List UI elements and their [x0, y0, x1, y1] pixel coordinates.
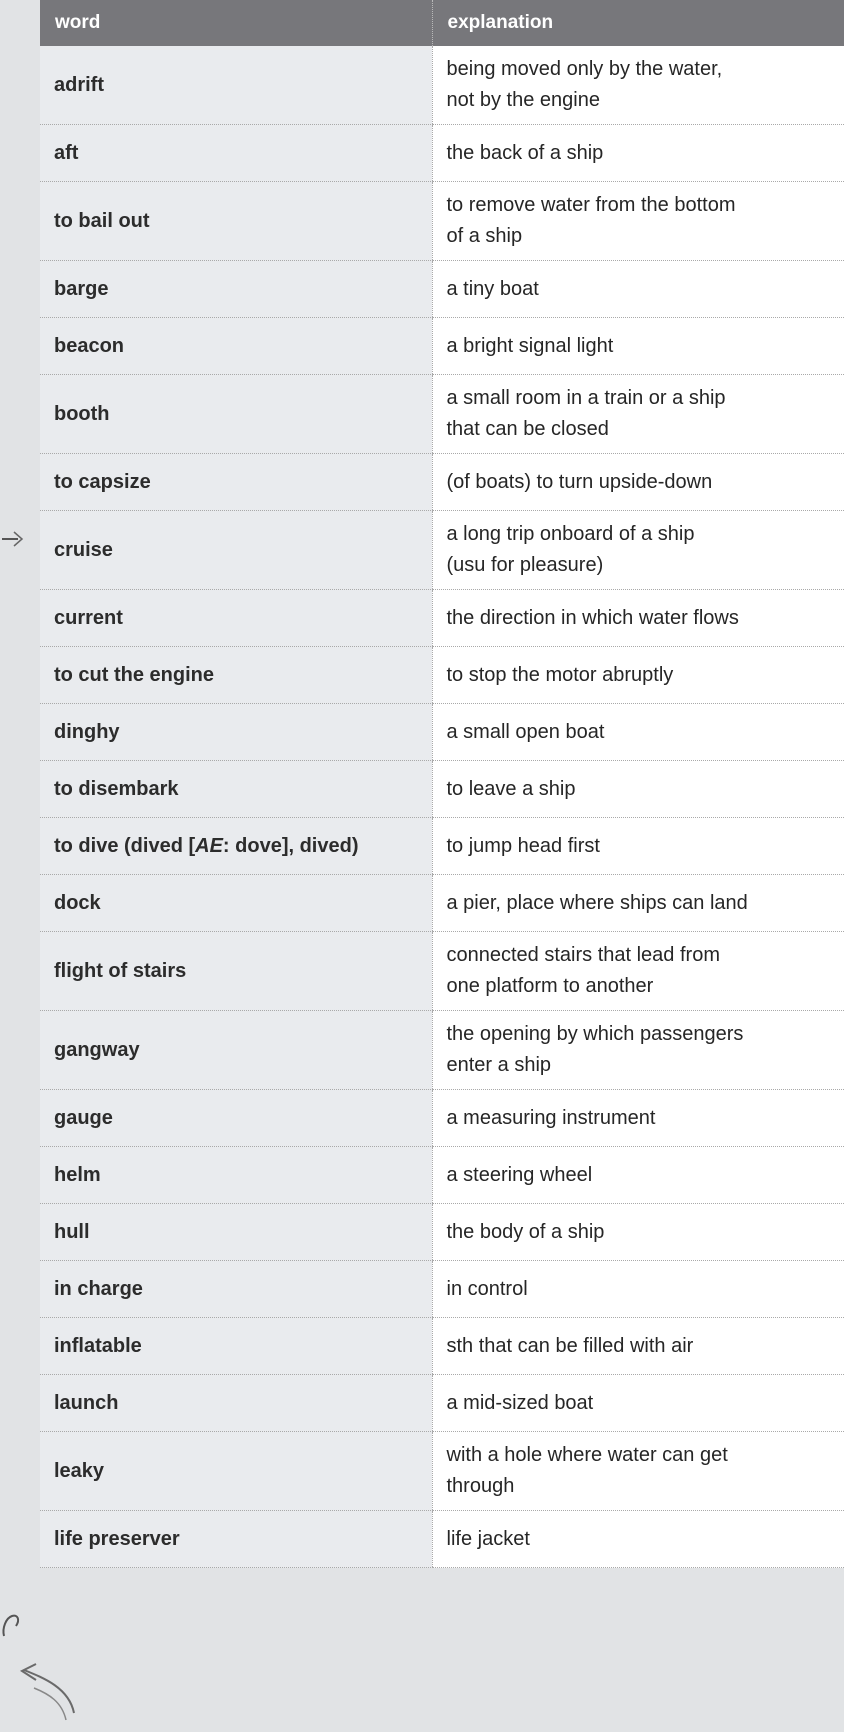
table-row [40, 1090, 844, 1147]
vocab-word: aft [40, 125, 432, 182]
explanation-line: a measuring instrument [446, 1106, 656, 1129]
vocab-explanation [432, 125, 844, 182]
table-row [40, 1511, 844, 1568]
explanation-line: a small open boat [446, 720, 605, 743]
table-row [40, 647, 844, 704]
explanation-line: a steering wheel [446, 1163, 593, 1186]
explanation-line: life jacket [446, 1527, 530, 1550]
explanation-line: to jump head first [446, 834, 600, 857]
explanation-line: a mid-sized boat [446, 1391, 594, 1414]
vocab-word: gauge [40, 1090, 432, 1147]
vocab-word: gangway [40, 1011, 432, 1090]
explanation-line: a bright signal light [446, 334, 614, 357]
vocab-word-part: : dove], dived) [222, 834, 359, 857]
explanation-line: (usu for pleasure) [446, 554, 604, 576]
explanation-line: that can be closed [446, 418, 609, 440]
vocab-word: booth [40, 375, 432, 454]
vocab-word: to cut the engine [40, 647, 432, 704]
explanation-line: a long trip onboard of a ship [446, 523, 695, 545]
vocab-word: to disembark [40, 761, 432, 818]
table-row [40, 761, 844, 818]
vocab-word: helm [40, 1147, 432, 1204]
vocab-word: leaky [40, 1432, 432, 1511]
explanation-line: the direction in which water flows [446, 606, 739, 629]
vocab-explanation [432, 1318, 844, 1375]
explanation-line: a small room in a train or a ship [446, 387, 726, 409]
explanation-line: the back of a ship [446, 141, 604, 164]
explanation-column-header: explanation [432, 0, 844, 46]
table-row [40, 1147, 844, 1204]
vocab-explanation [432, 818, 844, 875]
table-row [40, 1375, 844, 1432]
vocab-explanation [432, 761, 844, 818]
vocabulary-table [40, 0, 844, 1568]
explanation-line: in control [446, 1277, 528, 1300]
vocab-word: dock [40, 875, 432, 932]
vocab-word: to bail out [40, 182, 432, 261]
explanation-line: a pier, place where ships can land [446, 891, 748, 914]
explanation-line: a tiny boat [446, 277, 539, 300]
vocab-explanation [432, 1261, 844, 1318]
table-row [40, 375, 844, 454]
paperclip-icon [0, 1610, 22, 1640]
curl-arrow-icon [14, 1658, 94, 1728]
vocab-word: hull [40, 1204, 432, 1261]
explanation-line: the body of a ship [446, 1220, 605, 1243]
table-row [40, 182, 844, 261]
vocab-word: inflatable [40, 1318, 432, 1375]
vocab-word: in charge [40, 1261, 432, 1318]
explanation-line: to remove water from the bottom [446, 194, 736, 216]
vocab-word: launch [40, 1375, 432, 1432]
vocab-explanation [432, 46, 844, 125]
explanation-line: being moved only by the water, [446, 58, 723, 80]
vocab-word-part: to dive (dived [ [54, 834, 196, 857]
explanation-line: the opening by which passengers [446, 1023, 744, 1045]
table-row [40, 932, 844, 1011]
explanation-line: enter a ship [446, 1054, 552, 1076]
table-row [40, 1318, 844, 1375]
vocab-word: adrift [40, 46, 432, 125]
explanation-line: through [446, 1475, 515, 1497]
vocabulary-table-body [40, 46, 844, 1568]
table-row [40, 1432, 844, 1511]
vocab-explanation [432, 1204, 844, 1261]
explanation-line: sth that can be filled with air [446, 1334, 694, 1357]
vocab-explanation [432, 1011, 844, 1090]
table-row [40, 1204, 844, 1261]
vocab-explanation [432, 261, 844, 318]
explanation-line: connected stairs that lead from [446, 944, 720, 966]
vocab-explanation [432, 1090, 844, 1147]
vocab-explanation [432, 932, 844, 1011]
table-row [40, 590, 844, 647]
vocab-explanation [432, 318, 844, 375]
vocab-explanation [432, 454, 844, 511]
table-header-row [40, 0, 844, 46]
explanation-line: to leave a ship [446, 777, 576, 800]
vocab-explanation [432, 1375, 844, 1432]
vocab-word: current [40, 590, 432, 647]
table-row [40, 1011, 844, 1090]
table-row [40, 318, 844, 375]
vocab-explanation [432, 1147, 844, 1204]
vocab-word: dinghy [40, 704, 432, 761]
table-row [40, 261, 844, 318]
table-row [40, 125, 844, 182]
vocab-explanation [432, 1432, 844, 1511]
table-row [40, 454, 844, 511]
vocab-explanation [432, 875, 844, 932]
vocab-word: to capsize [40, 454, 432, 511]
vocab-explanation [432, 647, 844, 704]
word-column-header: word [40, 0, 432, 46]
vocab-explanation [432, 1511, 844, 1568]
vocab-word: cruise [40, 511, 432, 590]
table-row [40, 511, 844, 590]
table-row [40, 875, 844, 932]
vocab-word: flight of stairs [40, 932, 432, 1011]
explanation-line: one platform to another [446, 975, 654, 997]
vocab-word: beacon [40, 318, 432, 375]
vocab-explanation [432, 511, 844, 590]
vocab-explanation [432, 704, 844, 761]
vocab-word-italic-part: AE [195, 834, 223, 857]
vocab-word [40, 818, 432, 875]
vocab-explanation [432, 375, 844, 454]
explanation-line: with a hole where water can get [446, 1444, 728, 1466]
table-row [40, 1261, 844, 1318]
table-row [40, 46, 844, 125]
explanation-line: of a ship [446, 225, 523, 247]
vocab-explanation [432, 590, 844, 647]
tick-mark-icon [0, 528, 30, 550]
table-row [40, 818, 844, 875]
vocab-word: life preserver [40, 1511, 432, 1568]
vocab-explanation [432, 182, 844, 261]
table-row [40, 704, 844, 761]
explanation-line: not by the engine [446, 89, 600, 111]
explanation-line: to stop the motor abruptly [446, 663, 674, 686]
vocab-word: barge [40, 261, 432, 318]
explanation-line: (of boats) to turn upside-down [446, 470, 713, 493]
